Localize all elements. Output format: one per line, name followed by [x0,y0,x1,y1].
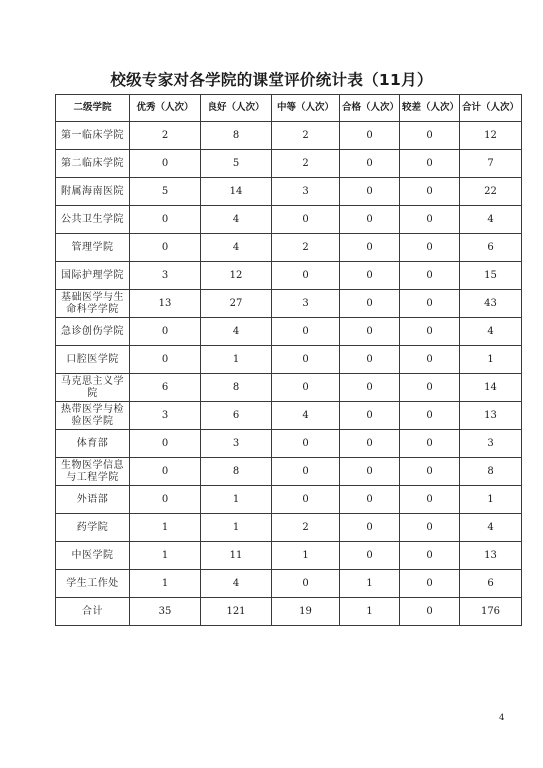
cell-pass-count: 0 [340,290,400,318]
cell-college-name: 外语部 [56,486,130,514]
cell-pass-count: 0 [340,346,400,374]
cell-good-count: 4 [201,318,272,346]
cell-total-count: 4 [460,206,522,234]
cell-poor-count: 0 [400,122,460,150]
cell-college-name: 热带医学与检验医学院 [56,402,130,430]
cell-total-count: 12 [460,122,522,150]
cell-total-count: 6 [460,570,522,598]
cell-pass-count: 0 [340,542,400,570]
table-row [56,262,522,290]
cell-good-count: 1 [201,514,272,542]
cell-good-count: 121 [201,598,272,626]
cell-excellent-count: 0 [130,234,201,262]
cell-excellent-count: 0 [130,150,201,178]
cell-good-count: 8 [201,122,272,150]
header-medium: 中等（人次） [272,95,340,122]
cell-medium-count: 4 [272,402,340,430]
cell-pass-count: 0 [340,206,400,234]
table-row [56,234,522,262]
cell-total-count: 1 [460,346,522,374]
cell-poor-count: 0 [400,178,460,206]
cell-college-name: 体育部 [56,430,130,458]
header-total: 合计（人次） [460,95,522,122]
cell-pass-count: 1 [340,598,400,626]
cell-excellent-count: 0 [130,206,201,234]
cell-poor-count: 0 [400,374,460,402]
cell-good-count: 6 [201,402,272,430]
cell-medium-count: 0 [272,458,340,486]
cell-poor-count: 0 [400,318,460,346]
table-row [56,542,522,570]
cell-medium-count: 3 [272,178,340,206]
cell-good-count: 1 [201,486,272,514]
cell-total-count: 1 [460,486,522,514]
page-number: 4 [499,713,505,723]
cell-total-count: 22 [460,178,522,206]
cell-poor-count: 0 [400,346,460,374]
cell-total-count: 14 [460,374,522,402]
cell-medium-count: 0 [272,262,340,290]
header-pass: 合格（人次） [340,95,400,122]
cell-medium-count: 0 [272,346,340,374]
cell-college-name: 管理学院 [56,234,130,262]
cell-college-name: 第一临床学院 [56,122,130,150]
cell-college-name: 马克思主义学院 [56,374,130,402]
table-row [56,346,522,374]
table-row [56,458,522,486]
table-row [56,206,522,234]
cell-college-name: 基础医学与生命科学学院 [56,290,130,318]
cell-excellent-count: 0 [130,458,201,486]
cell-medium-count: 0 [272,206,340,234]
cell-excellent-count: 0 [130,318,201,346]
cell-total-count: 15 [460,262,522,290]
cell-total-count: 6 [460,234,522,262]
cell-excellent-count: 0 [130,430,201,458]
cell-poor-count: 0 [400,570,460,598]
cell-medium-count: 2 [272,234,340,262]
cell-total-count: 8 [460,458,522,486]
cell-poor-count: 0 [400,514,460,542]
header-poor: 较差（人次） [400,95,460,122]
cell-good-count: 8 [201,458,272,486]
header-good: 良好（人次） [201,95,272,122]
cell-total-count: 13 [460,542,522,570]
table-row [56,570,522,598]
cell-pass-count: 0 [340,262,400,290]
cell-pass-count: 0 [340,486,400,514]
cell-medium-count: 0 [272,430,340,458]
cell-college-name: 第二临床学院 [56,150,130,178]
cell-excellent-count: 0 [130,486,201,514]
cell-medium-count: 0 [272,570,340,598]
cell-total-count: 4 [460,514,522,542]
cell-total-count: 7 [460,150,522,178]
cell-poor-count: 0 [400,402,460,430]
cell-poor-count: 0 [400,262,460,290]
page-title: 校级专家对各学院的课堂评价统计表（11月） [110,71,433,89]
evaluation-table [55,94,522,626]
cell-total-count: 3 [460,430,522,458]
cell-excellent-count: 0 [130,346,201,374]
cell-medium-count: 0 [272,374,340,402]
header-excellent: 优秀（人次） [130,95,201,122]
cell-excellent-count: 5 [130,178,201,206]
cell-college-name: 学生工作处 [56,570,130,598]
cell-good-count: 8 [201,374,272,402]
cell-good-count: 5 [201,150,272,178]
header-college: 二级学院 [56,95,130,122]
cell-medium-count: 1 [272,542,340,570]
cell-poor-count: 0 [400,542,460,570]
cell-medium-count: 19 [272,598,340,626]
cell-college-name: 药学院 [56,514,130,542]
table-row [56,486,522,514]
cell-medium-count: 2 [272,122,340,150]
cell-college-name: 急诊创伤学院 [56,318,130,346]
cell-college-name: 口腔医学院 [56,346,130,374]
cell-college-name: 附属海南医院 [56,178,130,206]
cell-total-count: 4 [460,318,522,346]
cell-pass-count: 0 [340,234,400,262]
cell-poor-count: 0 [400,598,460,626]
cell-good-count: 1 [201,346,272,374]
cell-college-name: 合计 [56,598,130,626]
table-body [56,122,522,626]
cell-excellent-count: 13 [130,290,201,318]
cell-poor-count: 0 [400,458,460,486]
cell-excellent-count: 3 [130,262,201,290]
cell-poor-count: 0 [400,150,460,178]
table-row [56,430,522,458]
cell-college-name: 中医学院 [56,542,130,570]
table-row [56,374,522,402]
cell-good-count: 4 [201,206,272,234]
cell-good-count: 27 [201,290,272,318]
cell-good-count: 11 [201,542,272,570]
cell-pass-count: 1 [340,570,400,598]
table-row [56,178,522,206]
cell-excellent-count: 6 [130,374,201,402]
cell-poor-count: 0 [400,206,460,234]
cell-pass-count: 0 [340,150,400,178]
cell-good-count: 4 [201,570,272,598]
cell-pass-count: 0 [340,122,400,150]
cell-pass-count: 0 [340,430,400,458]
table-row [56,514,522,542]
cell-medium-count: 3 [272,290,340,318]
cell-poor-count: 0 [400,486,460,514]
cell-poor-count: 0 [400,290,460,318]
cell-poor-count: 0 [400,430,460,458]
cell-poor-count: 0 [400,234,460,262]
cell-college-name: 公共卫生学院 [56,206,130,234]
cell-college-name: 生物医学信息与工程学院 [56,458,130,486]
cell-total-count: 176 [460,598,522,626]
cell-pass-count: 0 [340,458,400,486]
cell-excellent-count: 1 [130,570,201,598]
cell-medium-count: 2 [272,514,340,542]
cell-excellent-count: 1 [130,514,201,542]
cell-total-count: 43 [460,290,522,318]
cell-excellent-count: 2 [130,122,201,150]
cell-pass-count: 0 [340,402,400,430]
table-row [56,122,522,150]
cell-medium-count: 0 [272,318,340,346]
cell-pass-count: 0 [340,374,400,402]
table-row [56,290,522,318]
table-total-row [56,598,522,626]
cell-medium-count: 0 [272,486,340,514]
table-row [56,402,522,430]
cell-college-name: 国际护理学院 [56,262,130,290]
table-row [56,150,522,178]
cell-medium-count: 2 [272,150,340,178]
cell-pass-count: 0 [340,178,400,206]
table-row [56,318,522,346]
cell-pass-count: 0 [340,318,400,346]
cell-good-count: 12 [201,262,272,290]
cell-total-count: 13 [460,402,522,430]
cell-excellent-count: 35 [130,598,201,626]
cell-excellent-count: 1 [130,542,201,570]
cell-good-count: 3 [201,430,272,458]
table-header-row [56,95,522,122]
cell-excellent-count: 3 [130,402,201,430]
cell-pass-count: 0 [340,514,400,542]
cell-good-count: 4 [201,234,272,262]
cell-good-count: 14 [201,178,272,206]
